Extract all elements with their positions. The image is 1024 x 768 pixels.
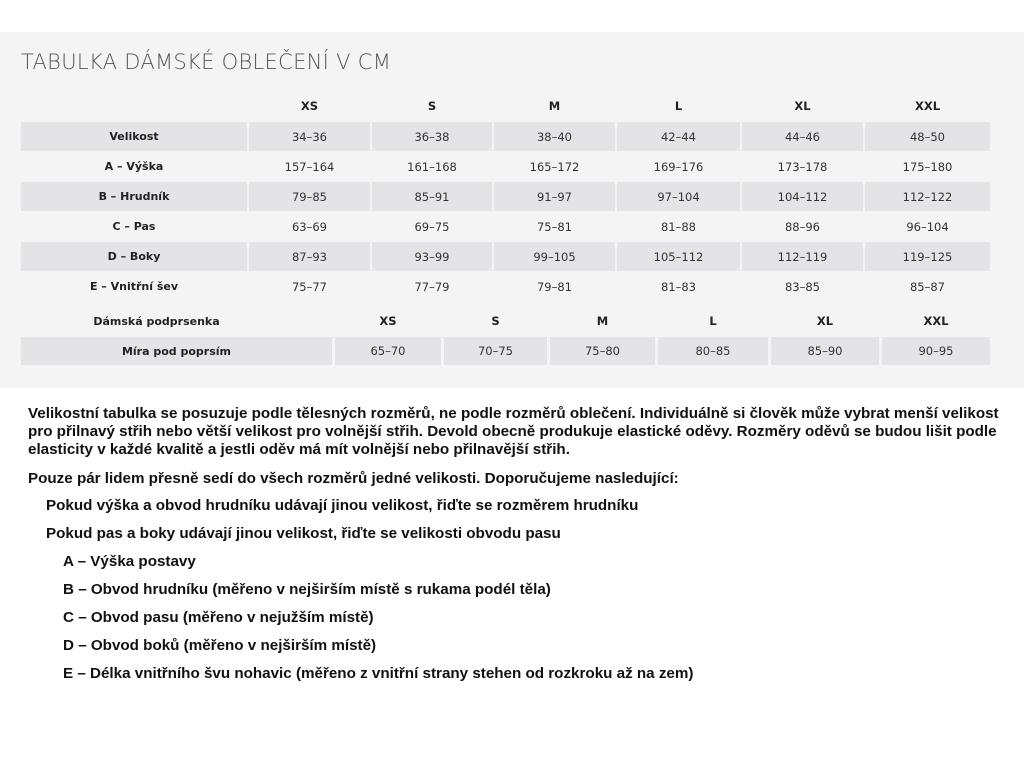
bra-cell: 85–90 (807, 344, 843, 358)
table-cell: 169–176 (653, 159, 704, 174)
bra-cell: 70–75 (477, 344, 514, 358)
row-label: C – Pas (112, 220, 156, 233)
table-cell: 75–77 (291, 279, 328, 294)
table-cell: 42–44 (660, 129, 697, 144)
table-cell: 161–168 (407, 159, 457, 174)
table-cell: 38–40 (536, 129, 573, 144)
bra-size-header: XS (379, 314, 397, 328)
bra-cell: 65–70 (370, 344, 406, 358)
recommendation-item: Pokud výška a obvod hrudníku udávají jinou velikost, řiďte se rozměrem hrudníku (46, 497, 639, 514)
table-cell: 93–99 (414, 249, 450, 264)
bra-cell: 90–95 (918, 344, 954, 358)
table-cell: 88–96 (784, 219, 821, 234)
table-cell: 44–46 (784, 129, 821, 144)
table-cell: 104–112 (777, 189, 828, 204)
measurement-item: B – Obvod hrudníku (měřeno v nejširším místě s rukama podél těla) (63, 581, 551, 598)
table-cell: 175–180 (902, 159, 953, 174)
bra-size-header: L (709, 314, 717, 328)
table-cell: 83–85 (784, 279, 821, 294)
bra-size-header: M (596, 314, 609, 328)
measurement-item: D – Obvod boků (měřeno v nejširším místě) (63, 637, 377, 654)
row-label: D – Boky (107, 250, 161, 263)
bra-cell: 80–85 (695, 344, 731, 358)
table-cell: 97–104 (657, 189, 700, 204)
table-cell: 85–91 (414, 189, 450, 204)
table-cell: 119–125 (902, 249, 953, 264)
table-cell: 96–104 (906, 219, 949, 234)
table-cell: 105–112 (653, 249, 704, 264)
bra-size-header: XXL (923, 314, 949, 328)
table-cell: 79–85 (291, 189, 328, 204)
row-label: E – Vnitřní šev (89, 280, 179, 293)
table-cell: 165–172 (529, 159, 580, 174)
table-cell: 63–69 (291, 219, 328, 234)
bra-label: Dámská podprsenka (93, 314, 220, 328)
page-title: TABULKA DÁMSKÉ OBLEČENÍ V CM (21, 50, 392, 74)
table-cell: 91–97 (536, 189, 573, 204)
table-cell: 77–79 (414, 279, 450, 294)
bra-size-header: XL (816, 314, 834, 328)
size-header: XS (300, 99, 319, 113)
table-cell: 79–81 (536, 279, 573, 294)
table-cell: 69–75 (414, 219, 450, 234)
size-header: XL (794, 99, 811, 113)
table-cell: 36–38 (414, 129, 450, 144)
recommendation-item: Pokud pas a boky udávají jinou velikost, řiďte se velikosti obvodu pasu (46, 525, 561, 542)
table-cell: 75–81 (536, 219, 573, 234)
measurement-item: E – Délka vnitřního švu nohavic (měřeno z vnitřní strany stehen od rozkroku až na zem) (63, 665, 694, 682)
table-cell: 48–50 (909, 129, 946, 144)
measurement-item: C – Obvod pasu (měřeno v nejužším místě) (63, 609, 374, 626)
recommendation-intro: Pouze pár lidem přesně sedí do všech rozměrů jedné velikosti. Doporučujeme nasledující: (28, 470, 679, 487)
size-header: XXL (914, 99, 941, 113)
bra-row-label: Míra pod poprsím (121, 344, 232, 358)
bra-size-header: S (491, 314, 500, 328)
row-label: B – Hrudník (98, 190, 170, 203)
table-cell: 81–83 (660, 279, 697, 294)
row-label: A – Výška (104, 160, 164, 173)
bra-cell: 75–80 (584, 344, 621, 358)
row-label: Velikost (109, 130, 159, 143)
size-header: M (548, 99, 561, 113)
size-header: S (427, 99, 437, 113)
table-cell: 81–88 (660, 219, 697, 234)
size-header: L (674, 99, 683, 113)
table-cell: 85–87 (909, 279, 946, 294)
table-cell: 112–119 (777, 249, 828, 264)
table-cell: 157–164 (284, 159, 335, 174)
measurement-item: A – Výška postavy (63, 553, 196, 570)
intro-paragraph: Velikostní tabulka se posuzuje podle tělesných rozměrů, ne podle rozměrů oblečení. Individuálně si člověk může vybrat menší velikost pro přilnavý střih nebo větší velikost pro volnější střih. Devold obecně produkuje elastické oděvy. Rozměry oděvů se budou lišit podle elasticity v každé kvalitě a jestli oděv má mít volnější nebo přilnavější střih. (28, 405, 999, 458)
table-cell: 112–122 (902, 189, 953, 204)
table-cell: 99–105 (533, 249, 576, 264)
table-cell: 34–36 (291, 129, 328, 144)
table-cell: 173–178 (777, 159, 828, 174)
table-cell: 87–93 (291, 249, 328, 264)
